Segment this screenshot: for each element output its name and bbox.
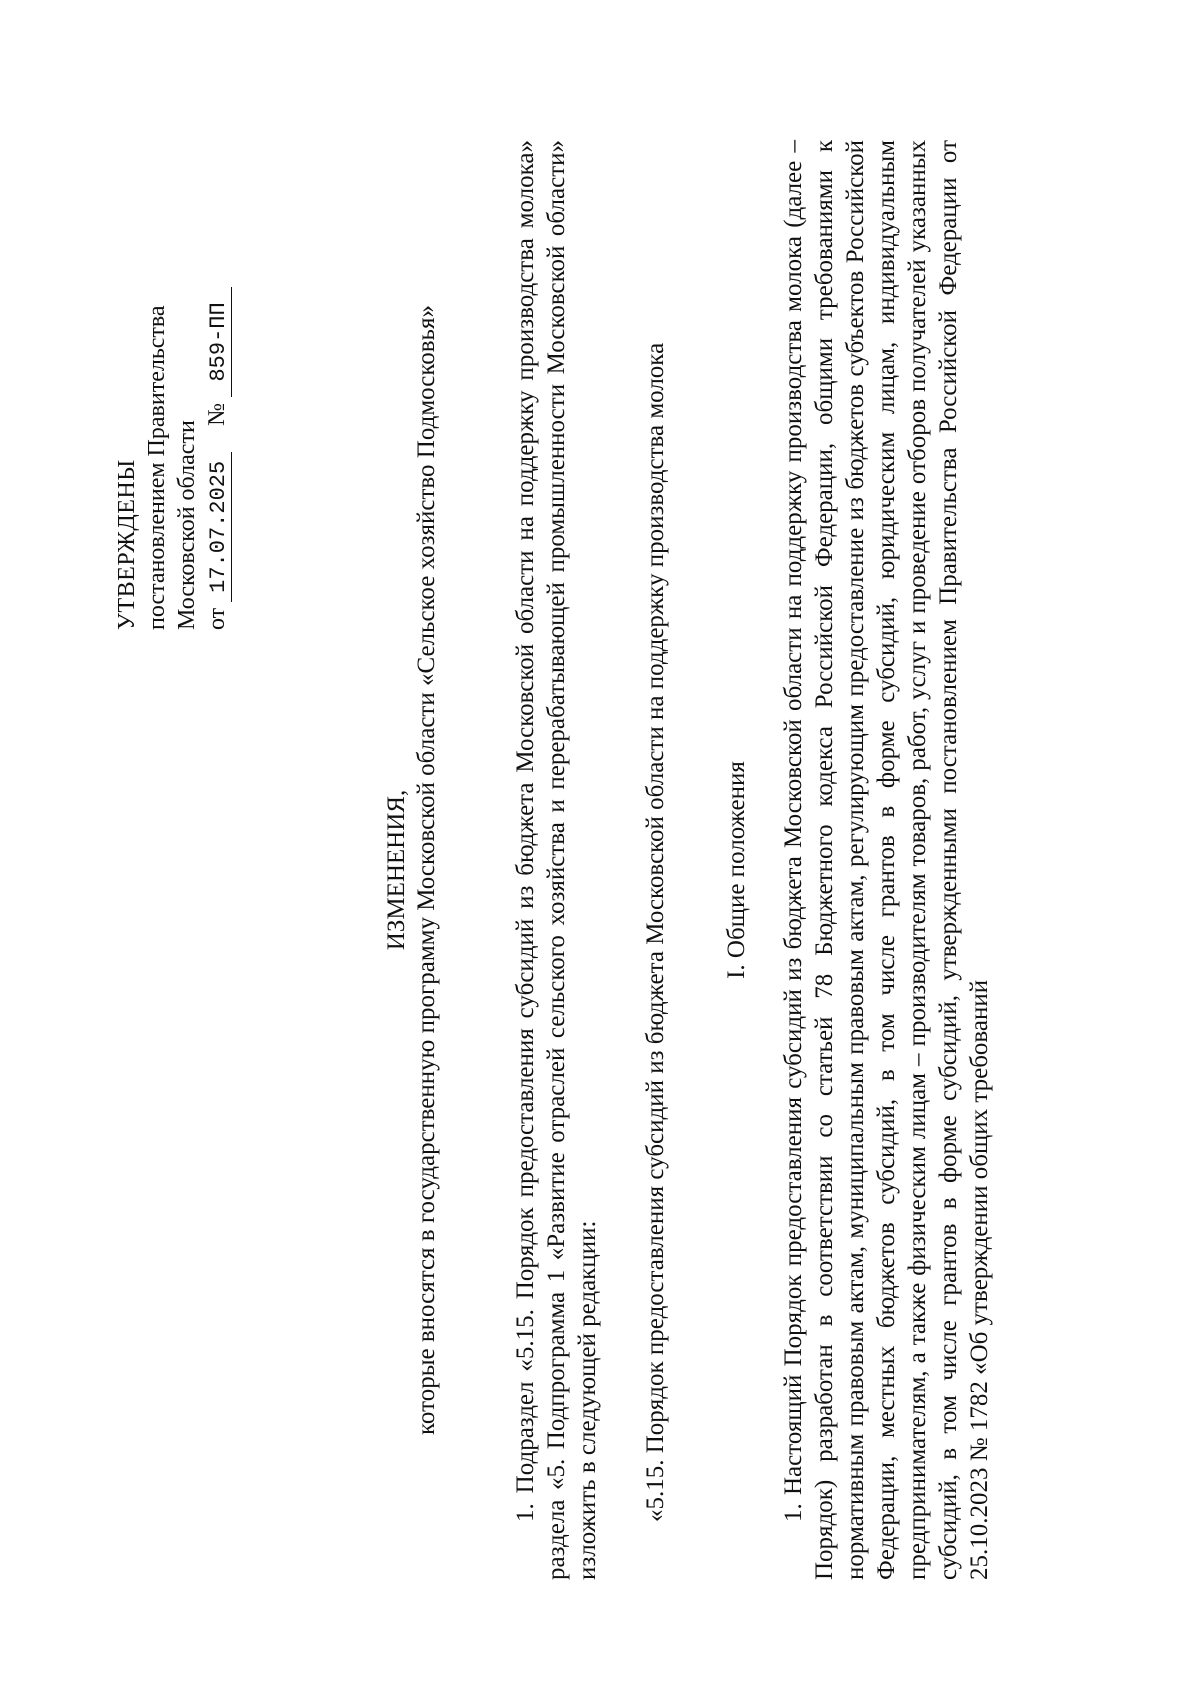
- amendment-text: Подраздел «5.15. Порядок предоставления субсидий из бюджета Московской области на поддержку производства молока» раздела «5. Подпрограмма 1 «Развитие отраслей сельского хозяйства и перерабатывающей промышленности Московской области» изложить в следующей редакции:: [512, 139, 601, 1580]
- paragraph-1-text: Настоящий Порядок предоставления субсидий из бюджета Московской области на поддержку производства молока (далее – Порядок) разработан в соответствии со статьей 78 Бюджетного кодекса Российской Федерации, общими требованиями к нормативным правовым актам, муниципальным правовым актам, регулирующим предоставление из бюджетов субъектов Российской Федерации, местных бюджетов субсидий, в том числе грантов в форме субсидий, юридическим лицам, индивидуальным предпринимателям, а также физическим лицам – производителям товаров, работ, услуг и проведение отборов получателей указанных субсидий, в том числе грантов в форме субсидий, утвержденными постановлением Правительства Российской Федерации от 25.10.2023 № 1782 «Об утверждении общих требований: [780, 140, 993, 1580]
- paragraph-1: [778, 140, 995, 1580]
- rotated-document: [100, 100, 993, 1640]
- amendment-paragraph: [510, 140, 603, 1580]
- subsection-title: «5.15. Порядок предоставления субсидий из бюджета Московской области на поддержку производства молока: [642, 342, 669, 1522]
- changes-subheading: которые вносятся в государственную программу Московской области «Сельское хозяйство Подмосковья»: [413, 305, 440, 1435]
- number-sign: №: [204, 402, 230, 426]
- section-heading: I. Общие положения: [723, 761, 750, 979]
- approval-date: 17.07.2025: [207, 452, 232, 602]
- approval-line-2: Московской области: [174, 420, 200, 630]
- amendment-number: 1.: [512, 1503, 539, 1522]
- approval-date-line: [202, 110, 232, 630]
- from-prefix: от: [204, 607, 230, 630]
- approval-line-1: постановлением Правительства: [144, 305, 170, 630]
- paragraph-1-number: 1.: [780, 1503, 807, 1522]
- approval-block: [112, 110, 232, 630]
- approval-title: УТВЕРЖДЕНЫ: [114, 459, 140, 630]
- approval-number: 859-ПП: [207, 287, 232, 397]
- changes-title-block: [382, 100, 442, 1640]
- changes-heading: ИЗМЕНЕНИЯ,: [383, 789, 410, 951]
